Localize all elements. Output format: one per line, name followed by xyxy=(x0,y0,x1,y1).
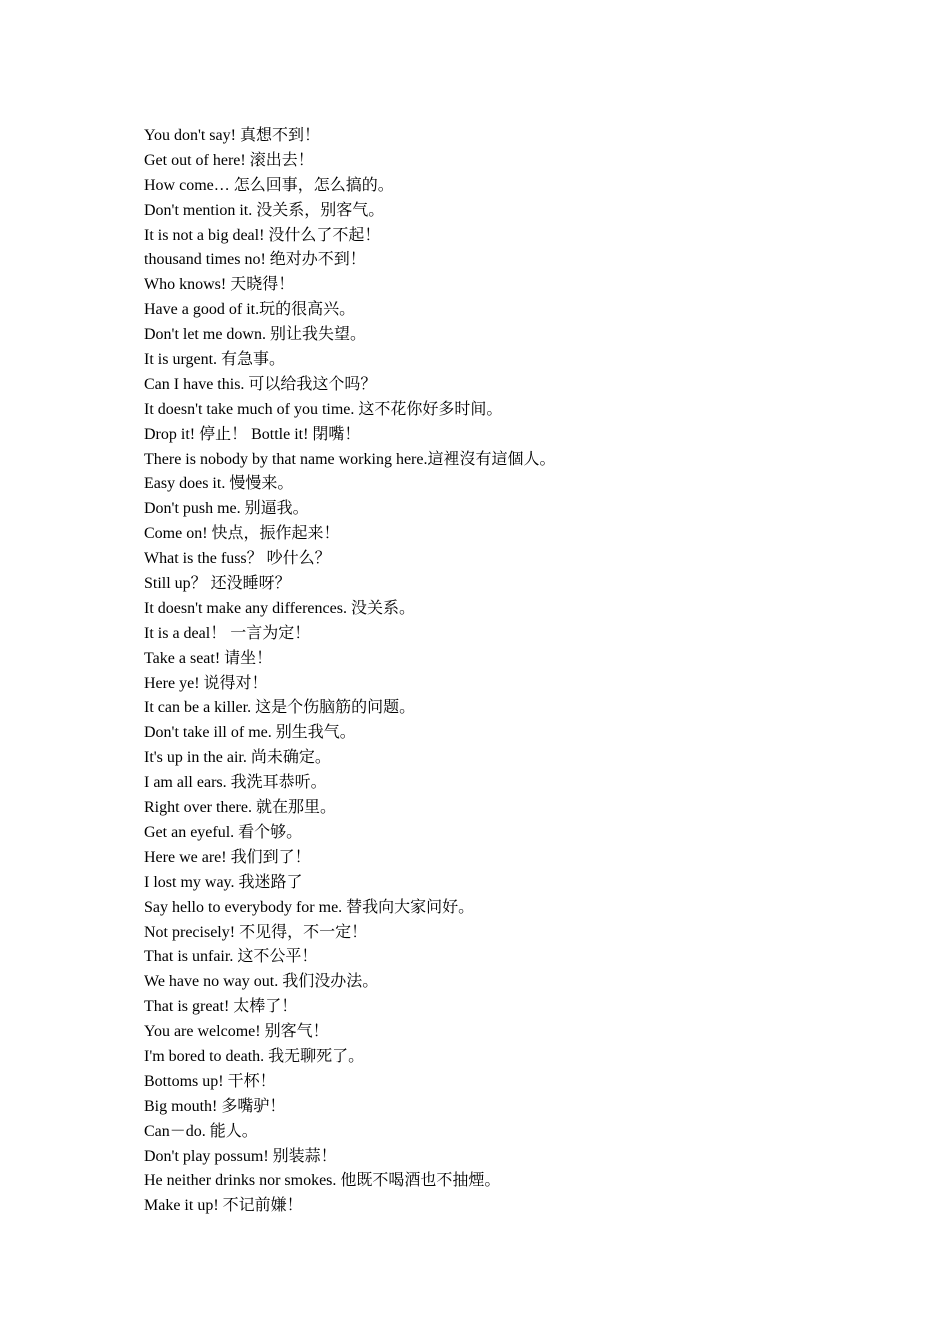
phrase-line: Don't take ill of me. 别生我气。 xyxy=(144,724,356,742)
phrase-line: thousand times no! 绝对办不到！ xyxy=(144,251,366,269)
phrase-line: You don't say! 真想不到！ xyxy=(144,127,320,144)
phrase-line: Don't mention it. 没关系，别客气。 xyxy=(144,201,385,219)
phrase-line: What is the fuss？ 吵什么？ xyxy=(144,550,331,568)
phrase-line: Don't push me. 别逼我。 xyxy=(144,500,309,518)
phrase-line: It doesn't make any differences. 没关系。 xyxy=(144,599,415,617)
phrase-line: There is nobody by that name working here.這裡沒有這個人。 xyxy=(144,450,556,468)
phrase-line: Don't let me down. 别让我失望。 xyxy=(144,326,366,344)
phrase-line: I'm bored to death. 我无聊死了。 xyxy=(144,1047,365,1065)
phrase-line: Don't play possum! 别装蒜！ xyxy=(144,1147,337,1165)
phrase-line: Take a seat! 请坐！ xyxy=(144,649,273,667)
phrase-line: Come on! 快点，振作起来！ xyxy=(144,525,340,543)
phrase-line: Say hello to everybody for me. 替我向大家问好。 xyxy=(144,898,475,916)
phrase-line: We have no way out. 我们没办法。 xyxy=(144,973,379,991)
phrase-line: It doesn't take much of you time. 这不花你好多时间。 xyxy=(144,400,503,418)
phrase-list xyxy=(144,124,904,1219)
phrase-line: He neither drinks nor smokes. 他既不喝酒也不抽煙。 xyxy=(144,1172,501,1190)
phrase-line: Can I have this. 可以给我这个吗？ xyxy=(144,375,377,393)
phrase-line: Not precisely! 不见得，不一定！ xyxy=(144,923,368,941)
phrase-line: Easy does it. 慢慢来。 xyxy=(144,475,294,493)
phrase-line: Have a good of it.玩的很高兴。 xyxy=(144,301,356,319)
phrase-line: Who knows! 天晓得！ xyxy=(144,276,295,294)
phrase-line: That is great! 太棒了！ xyxy=(144,998,298,1016)
phrase-line: Make it up! 不记前嫌！ xyxy=(144,1197,303,1215)
phrase-line: Can－do. 能人。 xyxy=(144,1122,258,1140)
phrase-line: Bottoms up! 干杯！ xyxy=(144,1072,276,1090)
phrase-line: I lost my way. 我迷路了 xyxy=(144,873,303,891)
phrase-line: It is urgent. 有急事。 xyxy=(144,351,286,369)
phrase-line: Drop it! 停止！ Bottle it! 閉嘴！ xyxy=(144,425,361,443)
phrase-line: Big mouth! 多嘴驴！ xyxy=(144,1097,286,1115)
phrase-line: Right over there. 就在那里。 xyxy=(144,799,336,817)
phrase-line: It can be a killer. 这是个伤脑筋的问题。 xyxy=(144,699,416,717)
phrase-line: Get an eyeful. 看个够。 xyxy=(144,823,303,841)
phrase-line: How come… 怎么回事，怎么搞的。 xyxy=(144,176,394,194)
phrase-line: That is unfair. 这不公平！ xyxy=(144,948,318,966)
phrase-line: Still up？ 还没睡呀？ xyxy=(144,575,291,593)
phrase-line: Here we are! 我们到了！ xyxy=(144,848,311,866)
phrase-line: It is a deal！ 一言为定！ xyxy=(144,624,311,642)
phrase-line: Here ye! 说得对！ xyxy=(144,674,268,692)
phrase-line: You are welcome! 别客气！ xyxy=(144,1023,329,1041)
phrase-line: I am all ears. 我洗耳恭听。 xyxy=(144,774,327,792)
phrase-line: Get out of here! 滚出去！ xyxy=(144,151,314,169)
phrase-line: It is not a big deal! 没什么了不起！ xyxy=(144,226,381,244)
phrase-line: It's up in the air. 尚未确定。 xyxy=(144,749,331,767)
